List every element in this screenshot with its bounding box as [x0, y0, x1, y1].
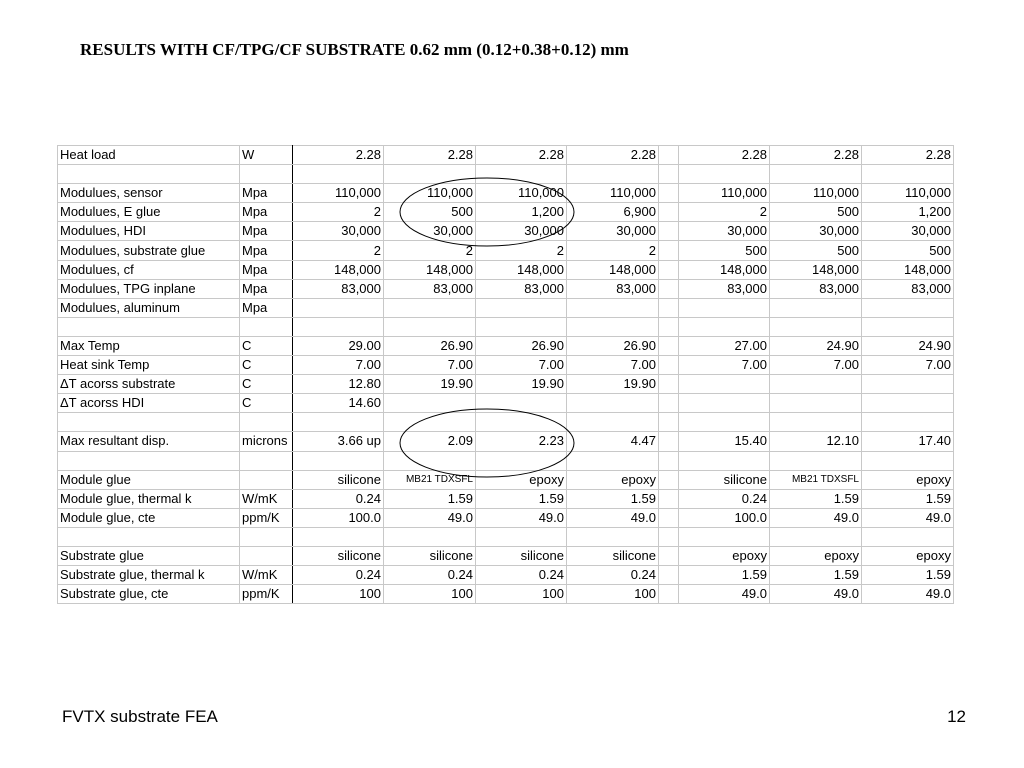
value-cell: 15.40 [679, 432, 770, 451]
row-unit: C [240, 394, 293, 413]
spacer-cell [659, 566, 679, 585]
value-cell [770, 413, 862, 432]
value-cell [770, 527, 862, 546]
row-label: Substrate glue [58, 546, 240, 565]
value-cell [476, 527, 567, 546]
value-cell: 19.90 [567, 375, 659, 394]
value-cell [567, 394, 659, 413]
value-cell: 83,000 [384, 279, 476, 298]
value-cell [476, 413, 567, 432]
row-unit: Mpa [240, 222, 293, 241]
table-row [58, 413, 954, 432]
value-cell: 24.90 [770, 336, 862, 355]
value-cell [384, 165, 476, 184]
row-label: Modulues, sensor [58, 184, 240, 203]
spacer-cell [659, 413, 679, 432]
value-cell [679, 527, 770, 546]
spacer-cell [659, 165, 679, 184]
value-cell: 29.00 [293, 336, 384, 355]
value-cell: 100 [476, 585, 567, 604]
value-cell: 1,200 [476, 203, 567, 222]
row-unit: microns [240, 432, 293, 451]
value-cell: 2.28 [384, 146, 476, 165]
row-unit [240, 470, 293, 489]
spacer-cell [659, 203, 679, 222]
value-cell: 100.0 [679, 508, 770, 527]
value-cell: 1.59 [770, 566, 862, 585]
value-cell: epoxy [862, 546, 954, 565]
value-cell: 14.60 [293, 394, 384, 413]
row-unit [240, 451, 293, 470]
value-cell: silicone [293, 546, 384, 565]
table-row [58, 298, 954, 317]
row-label: Modulues, aluminum [58, 298, 240, 317]
value-cell: 7.00 [293, 356, 384, 375]
value-cell [770, 394, 862, 413]
value-cell [770, 317, 862, 336]
value-cell [567, 298, 659, 317]
row-unit [240, 546, 293, 565]
value-cell: 110,000 [770, 184, 862, 203]
value-cell [770, 165, 862, 184]
table-row [58, 203, 954, 222]
value-cell: 7.00 [476, 356, 567, 375]
value-cell: 2 [293, 203, 384, 222]
row-label: Heat sink Temp [58, 356, 240, 375]
value-cell: silicone [293, 470, 384, 489]
row-label: ΔT acorss substrate [58, 375, 240, 394]
value-cell: 110,000 [567, 184, 659, 203]
value-cell: silicone [567, 546, 659, 565]
row-unit [240, 527, 293, 546]
value-cell [679, 413, 770, 432]
value-cell: silicone [384, 546, 476, 565]
table-row [58, 489, 954, 508]
spacer-cell [659, 260, 679, 279]
value-cell: 49.0 [679, 585, 770, 604]
value-cell: epoxy [679, 546, 770, 565]
value-cell: 26.90 [384, 336, 476, 355]
value-cell: 12.10 [770, 432, 862, 451]
value-cell: 2.28 [679, 146, 770, 165]
row-unit: C [240, 356, 293, 375]
value-cell: 500 [384, 203, 476, 222]
spacer-cell [659, 279, 679, 298]
results-table [57, 145, 954, 604]
value-cell [679, 165, 770, 184]
row-label [58, 165, 240, 184]
slide-title: RESULTS WITH CF/TPG/CF SUBSTRATE 0.62 mm (0.12+0.38+0.12) mm [80, 40, 629, 59]
value-cell: 83,000 [567, 279, 659, 298]
row-label: Modulues, TPG inplane [58, 279, 240, 298]
value-cell: 2 [679, 203, 770, 222]
value-cell: 49.0 [567, 508, 659, 527]
row-label: Modulues, E glue [58, 203, 240, 222]
value-cell: 1.59 [476, 489, 567, 508]
spacer-cell [659, 375, 679, 394]
value-cell [679, 375, 770, 394]
spacer-cell [659, 432, 679, 451]
value-cell [567, 413, 659, 432]
value-cell: 148,000 [384, 260, 476, 279]
value-cell: 30,000 [567, 222, 659, 241]
value-cell: 30,000 [862, 222, 954, 241]
value-cell [679, 394, 770, 413]
value-cell: 6,900 [567, 203, 659, 222]
value-cell: 27.00 [679, 336, 770, 355]
value-cell [476, 394, 567, 413]
value-cell: 148,000 [476, 260, 567, 279]
value-cell: 110,000 [862, 184, 954, 203]
spacer-cell [659, 317, 679, 336]
value-cell [384, 317, 476, 336]
value-cell: 0.24 [679, 489, 770, 508]
value-cell: 83,000 [862, 279, 954, 298]
spacer-cell [659, 241, 679, 260]
value-cell: 49.0 [770, 585, 862, 604]
value-cell [384, 394, 476, 413]
row-unit: Mpa [240, 203, 293, 222]
value-cell [567, 527, 659, 546]
value-cell: 0.24 [567, 566, 659, 585]
table-row [58, 260, 954, 279]
value-cell: 100.0 [293, 508, 384, 527]
spacer-cell [659, 356, 679, 375]
value-cell: 2 [384, 241, 476, 260]
spacer-cell [659, 146, 679, 165]
row-unit: ppm/K [240, 585, 293, 604]
table-row [58, 146, 954, 165]
row-label: Max resultant disp. [58, 432, 240, 451]
value-cell [862, 527, 954, 546]
value-cell: silicone [679, 470, 770, 489]
value-cell [293, 527, 384, 546]
value-cell: 2.28 [476, 146, 567, 165]
value-cell: 500 [770, 203, 862, 222]
row-label: Substrate glue, cte [58, 585, 240, 604]
value-cell [476, 451, 567, 470]
value-cell: 148,000 [679, 260, 770, 279]
table-row [58, 356, 954, 375]
value-cell [384, 451, 476, 470]
value-cell: 2.09 [384, 432, 476, 451]
value-cell: 100 [384, 585, 476, 604]
row-unit: C [240, 336, 293, 355]
row-unit [240, 413, 293, 432]
value-cell: 100 [293, 585, 384, 604]
value-cell: 17.40 [862, 432, 954, 451]
footer-label: FVTX substrate FEA [62, 707, 218, 726]
value-cell: 2 [293, 241, 384, 260]
value-cell: 1.59 [862, 566, 954, 585]
row-unit: ppm/K [240, 508, 293, 527]
spacer-cell [659, 470, 679, 489]
spacer-cell [659, 546, 679, 565]
row-unit: W/mK [240, 489, 293, 508]
value-cell [567, 451, 659, 470]
page-number: 12 [947, 707, 966, 726]
row-unit: Mpa [240, 184, 293, 203]
row-label [58, 317, 240, 336]
value-cell: 148,000 [862, 260, 954, 279]
row-label: Modulues, HDI [58, 222, 240, 241]
value-cell: 49.0 [476, 508, 567, 527]
value-cell: 7.00 [862, 356, 954, 375]
value-cell [770, 375, 862, 394]
value-cell: 3.66 up [293, 432, 384, 451]
value-cell: 0.24 [293, 566, 384, 585]
value-cell: 2 [567, 241, 659, 260]
value-cell: 2 [476, 241, 567, 260]
value-cell [293, 298, 384, 317]
value-cell [384, 413, 476, 432]
row-unit: Mpa [240, 260, 293, 279]
table-row [58, 508, 954, 527]
value-cell: 2.23 [476, 432, 567, 451]
value-cell [679, 298, 770, 317]
value-cell [862, 298, 954, 317]
table-row [58, 546, 954, 565]
value-cell: 83,000 [476, 279, 567, 298]
value-cell [476, 298, 567, 317]
value-cell: MB21 TDXSFL [384, 470, 476, 489]
table-row [58, 375, 954, 394]
value-cell: 2.28 [862, 146, 954, 165]
value-cell: 1.59 [862, 489, 954, 508]
value-cell [862, 413, 954, 432]
value-cell: 1.59 [567, 489, 659, 508]
value-cell: 30,000 [476, 222, 567, 241]
table-row [58, 585, 954, 604]
value-cell: 83,000 [679, 279, 770, 298]
value-cell [384, 527, 476, 546]
table-row [58, 317, 954, 336]
value-cell: 30,000 [384, 222, 476, 241]
row-label [58, 413, 240, 432]
value-cell: 49.0 [862, 585, 954, 604]
value-cell [293, 317, 384, 336]
value-cell: 2.28 [293, 146, 384, 165]
table-row [58, 279, 954, 298]
value-cell: 49.0 [384, 508, 476, 527]
value-cell: MB21 TDXSFL [770, 470, 862, 489]
value-cell [679, 317, 770, 336]
row-label: Modulues, substrate glue [58, 241, 240, 260]
value-cell: 110,000 [293, 184, 384, 203]
value-cell [679, 451, 770, 470]
row-unit: Mpa [240, 241, 293, 260]
row-label: Module glue, cte [58, 508, 240, 527]
value-cell: 110,000 [476, 184, 567, 203]
value-cell: 19.90 [384, 375, 476, 394]
value-cell: 148,000 [770, 260, 862, 279]
value-cell: 0.24 [476, 566, 567, 585]
value-cell: 26.90 [476, 336, 567, 355]
table-row [58, 527, 954, 546]
table-row [58, 566, 954, 585]
value-cell: 19.90 [476, 375, 567, 394]
value-cell [476, 317, 567, 336]
row-label [58, 451, 240, 470]
table-row [58, 470, 954, 489]
value-cell: 2.28 [567, 146, 659, 165]
spacer-cell [659, 585, 679, 604]
value-cell: 30,000 [770, 222, 862, 241]
value-cell: 30,000 [293, 222, 384, 241]
value-cell: 1.59 [679, 566, 770, 585]
value-cell: 500 [862, 241, 954, 260]
table-row [58, 184, 954, 203]
row-unit: Mpa [240, 298, 293, 317]
value-cell: epoxy [862, 470, 954, 489]
value-cell: 148,000 [567, 260, 659, 279]
value-cell: 500 [679, 241, 770, 260]
value-cell [384, 298, 476, 317]
value-cell [567, 317, 659, 336]
row-unit: W [240, 146, 293, 165]
value-cell: 83,000 [770, 279, 862, 298]
value-cell: epoxy [770, 546, 862, 565]
table-row [58, 432, 954, 451]
table-row [58, 394, 954, 413]
row-label: Module glue, thermal k [58, 489, 240, 508]
value-cell: 100 [567, 585, 659, 604]
row-label [58, 527, 240, 546]
value-cell: epoxy [567, 470, 659, 489]
value-cell [293, 451, 384, 470]
value-cell: 148,000 [293, 260, 384, 279]
value-cell [770, 298, 862, 317]
spacer-cell [659, 451, 679, 470]
value-cell: 1.59 [770, 489, 862, 508]
value-cell: 7.00 [679, 356, 770, 375]
value-cell: 7.00 [384, 356, 476, 375]
value-cell: 1,200 [862, 203, 954, 222]
spacer-cell [659, 336, 679, 355]
row-label: ΔT acorss HDI [58, 394, 240, 413]
value-cell [770, 451, 862, 470]
value-cell [862, 317, 954, 336]
spacer-cell [659, 184, 679, 203]
value-cell: 0.24 [293, 489, 384, 508]
value-cell: 500 [770, 241, 862, 260]
row-label: Heat load [58, 146, 240, 165]
value-cell: 26.90 [567, 336, 659, 355]
value-cell: 49.0 [770, 508, 862, 527]
row-unit: C [240, 375, 293, 394]
value-cell: 24.90 [862, 336, 954, 355]
row-unit [240, 165, 293, 184]
value-cell [862, 394, 954, 413]
spacer-cell [659, 527, 679, 546]
value-cell [293, 413, 384, 432]
value-cell: 30,000 [679, 222, 770, 241]
value-cell: 12.80 [293, 375, 384, 394]
row-unit: W/mK [240, 566, 293, 585]
spacer-cell [659, 298, 679, 317]
row-unit [240, 317, 293, 336]
value-cell: 110,000 [384, 184, 476, 203]
row-label: Modulues, cf [58, 260, 240, 279]
value-cell: 7.00 [770, 356, 862, 375]
value-cell: silicone [476, 546, 567, 565]
value-cell: 49.0 [862, 508, 954, 527]
row-label: Module glue [58, 470, 240, 489]
table-row [58, 241, 954, 260]
value-cell: 0.24 [384, 566, 476, 585]
value-cell: 83,000 [293, 279, 384, 298]
spacer-cell [659, 222, 679, 241]
value-cell: 4.47 [567, 432, 659, 451]
value-cell [476, 165, 567, 184]
value-cell [567, 165, 659, 184]
spacer-cell [659, 508, 679, 527]
value-cell: epoxy [476, 470, 567, 489]
value-cell: 7.00 [567, 356, 659, 375]
value-cell: 1.59 [384, 489, 476, 508]
value-cell [862, 375, 954, 394]
value-cell: 2.28 [770, 146, 862, 165]
table-row [58, 336, 954, 355]
table-row [58, 451, 954, 470]
spacer-cell [659, 394, 679, 413]
spacer-cell [659, 489, 679, 508]
table-row [58, 165, 954, 184]
value-cell [862, 165, 954, 184]
value-cell: 110,000 [679, 184, 770, 203]
value-cell [293, 165, 384, 184]
row-label: Max Temp [58, 336, 240, 355]
row-unit: Mpa [240, 279, 293, 298]
row-label: Substrate glue, thermal k [58, 566, 240, 585]
table-row [58, 222, 954, 241]
value-cell [862, 451, 954, 470]
